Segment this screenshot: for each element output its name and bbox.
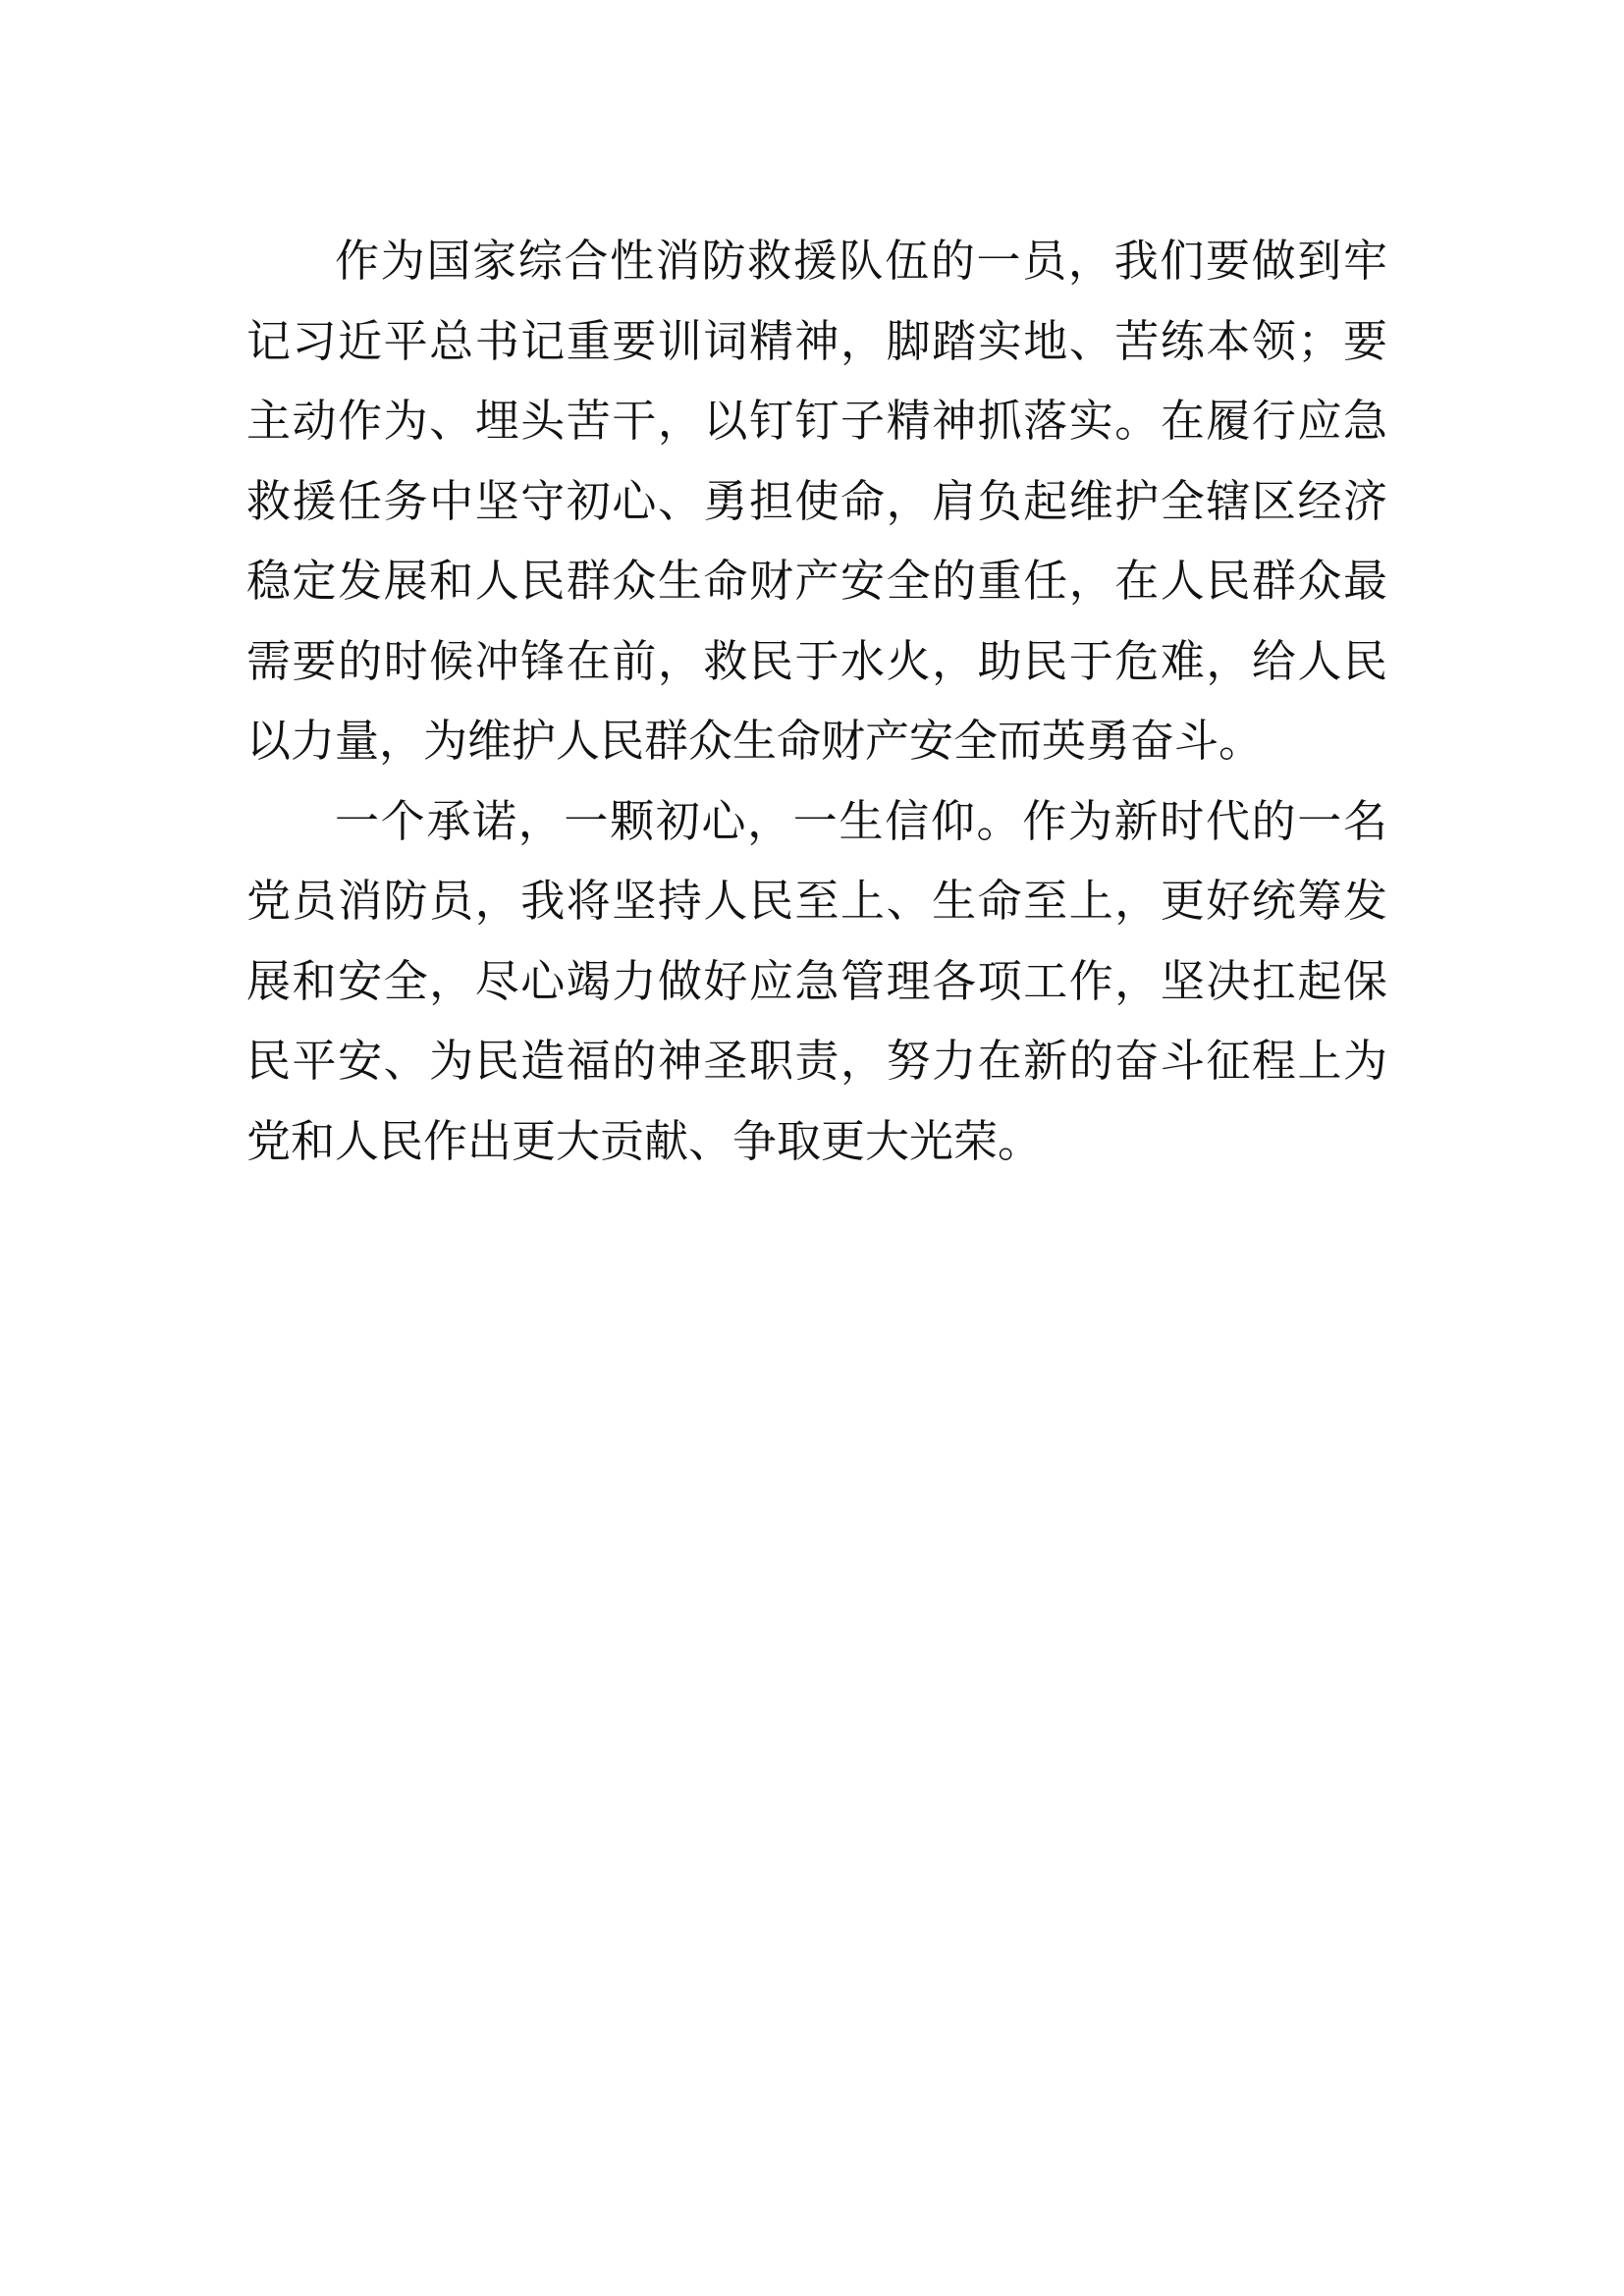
- paragraph-1: 作为国家综合性消防救援队伍的一员，我们要做到牢记习近平总书记重要训词精神，脚踏实地、苦练本领；要主动作为、埋头苦干，以钉钉子精神抓落实。在履行应急救援任务中坚守初心、勇担使命，肩负起维护全辖区经济稳定发展和人民群众生命财产安全的重任，在人民群众最需要的时候冲锋在前，救民于水火，助民于危难，给人民以力量，为维护人民群众生命财产安全而英勇奋斗。: [246, 235, 1387, 767]
- paragraph-2: 一个承诺，一颗初心，一生信仰。作为新时代的一名党员消防员，我将坚持人民至上、生命至上，更好统筹发展和安全，尽心竭力做好应急管理各项工作，坚决扛起保民平安、为民造福的神圣职责，努力在新的奋斗征程上为党和人民作出更大贡献、争取更大光荣。: [246, 794, 1387, 1167]
- document-body: [246, 221, 1387, 1181]
